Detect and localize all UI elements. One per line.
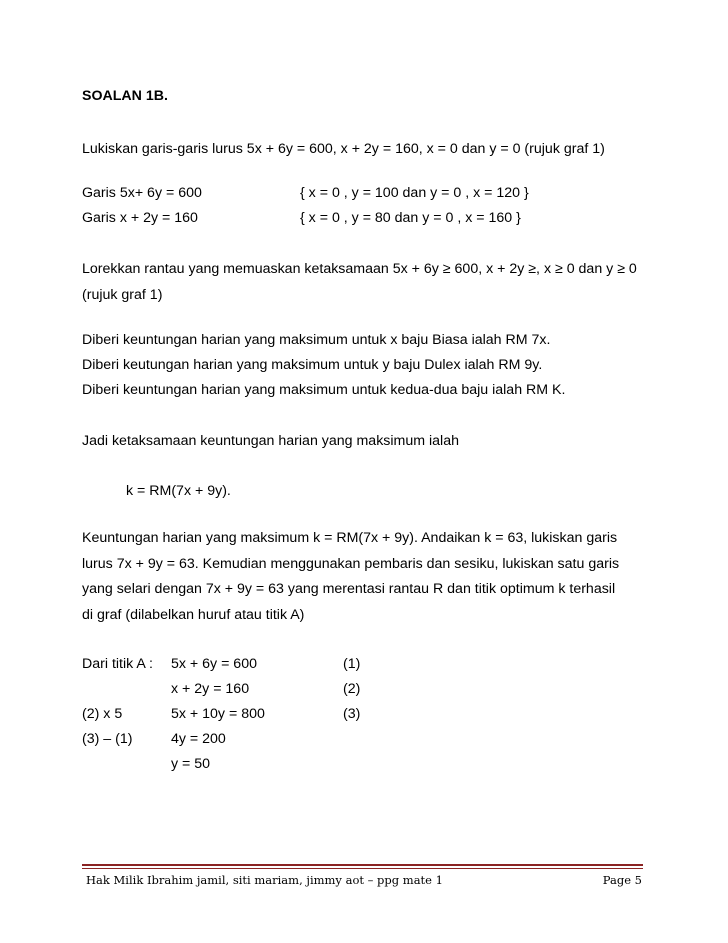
step-3-number: (3) — [343, 706, 361, 722]
footer-page-number: Page 5 — [602, 873, 642, 887]
profit-line-3: Diberi keuntungan harian yang maksimum untuk kedua-dua baju ialah RM K. — [82, 382, 566, 398]
step-3-equation: 5x + 10y = 800 — [171, 706, 265, 722]
step-2-number: (2) — [343, 681, 361, 697]
paragraph-shade-line1: Lorekkan rantau yang memuaskan ketaksamaan 5x + 6y ≥ 600, x + 2y ≥, x ≥ 0 dan y ≥ 0 — [82, 261, 637, 277]
profit-line-1: Diberi keuntungan harian yang maksimum untuk x baju Biasa ialah RM 7x. — [82, 332, 551, 348]
paragraph-instruction: Lukiskan garis-garis lurus 5x + 6y = 600, x + 2y = 160, x = 0 dan y = 0 (rujuk graf 1) — [82, 141, 605, 157]
paragraph-k-line4: di graf (dilabelkan huruf atau titik A) — [82, 607, 305, 623]
paragraph-shade-line2: (rujuk graf 1) — [82, 287, 163, 303]
step-4-equation: 4y = 200 — [171, 731, 226, 747]
line-2-value: { x = 0 , y = 80 dan y = 0 , x = 160 } — [300, 210, 521, 226]
section-heading: SOALAN 1B. — [82, 88, 168, 104]
footer-rule-thin — [82, 868, 643, 869]
step-3-left: (2) x 5 — [82, 706, 123, 722]
footer-rule-thick — [82, 864, 643, 866]
line-1-value: { x = 0 , y = 100 dan y = 0 , x = 120 } — [300, 185, 529, 201]
profit-formula: k = RM(7x + 9y). — [126, 483, 231, 499]
paragraph-k-line1: Keuntungan harian yang maksimum k = RM(7x + 9y). Andaikan k = 63, lukiskan garis — [82, 530, 618, 546]
line-2-label: Garis x + 2y = 160 — [82, 210, 198, 226]
step-1-equation: 5x + 6y = 600 — [171, 656, 257, 672]
paragraph-conclusion: Jadi ketaksamaan keuntungan harian yang maksimum ialah — [82, 433, 459, 449]
footer-copyright: Hak Milik Ibrahim jamil, siti mariam, jimmy aot – ppg mate 1 — [86, 873, 443, 887]
step-2-equation: x + 2y = 160 — [171, 681, 250, 697]
line-1-label: Garis 5x+ 6y = 600 — [82, 185, 202, 201]
paragraph-k-line2: lurus 7x + 9y = 63. Kemudian menggunakan pembaris dan sesiku, lukiskan satu garis — [82, 556, 620, 572]
step-1-number: (1) — [343, 656, 361, 672]
step-4-left: (3) – (1) — [82, 731, 133, 747]
step-5-equation: y = 50 — [171, 756, 211, 772]
paragraph-k-line3: yang selari dengan 7x + 9y = 63 yang merentasi rantau R dan titik optimum k terhasil — [82, 581, 616, 597]
profit-line-2: Diberi keutungan harian yang maksimum untuk y baju Dulex ialah RM 9y. — [82, 357, 543, 373]
step-1-left: Dari titik A : — [82, 656, 153, 672]
